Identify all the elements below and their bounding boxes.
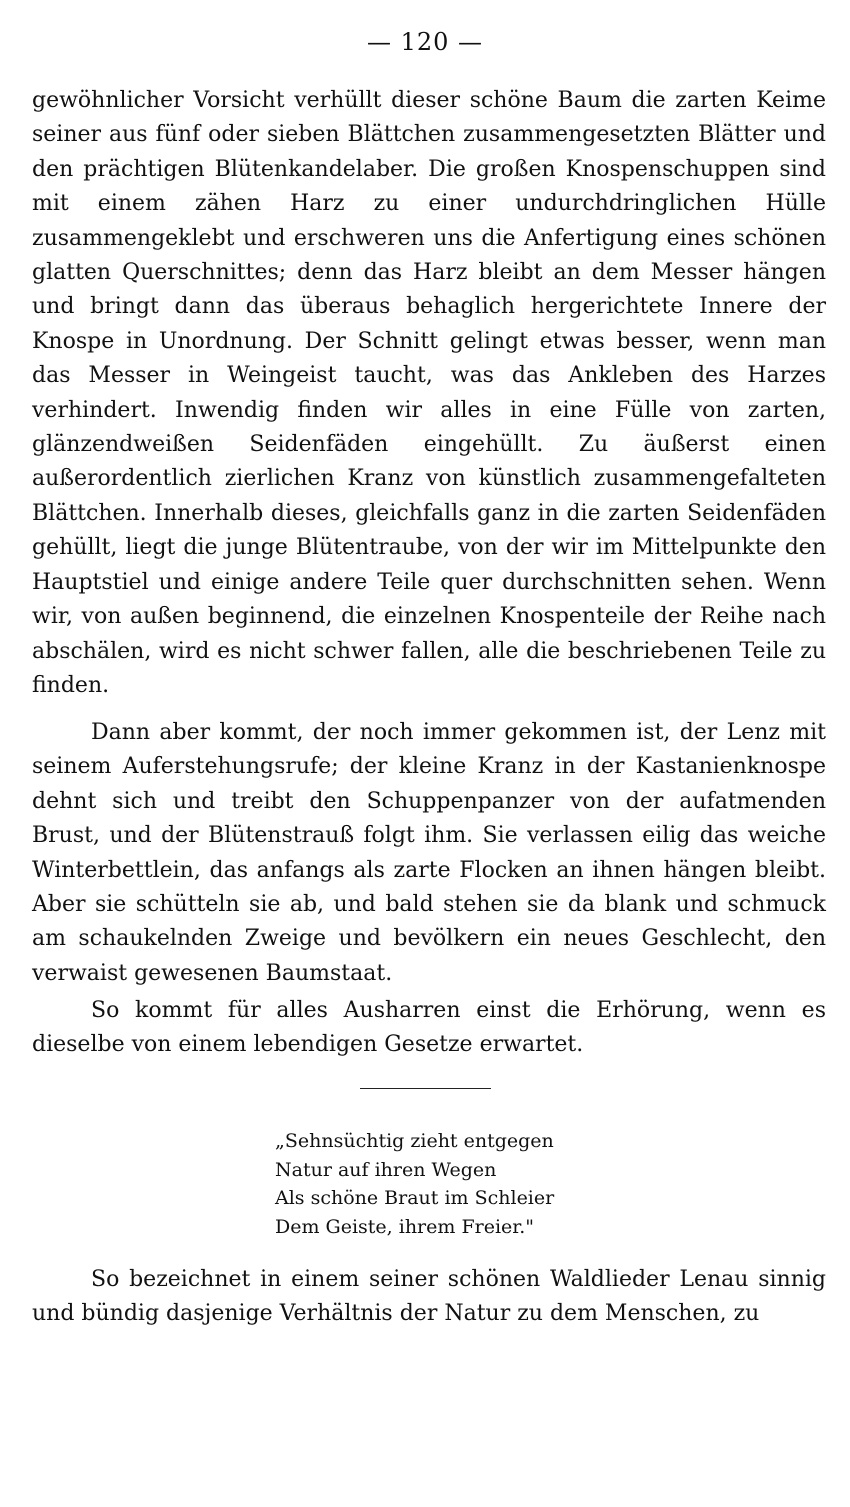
- paragraph-text: So kommt für alles Ausharren einst die Erhörung, wenn es dieselbe von einem lebendigen Gesetze erwartet.: [32, 998, 826, 1058]
- closing-paragraph: [32, 1263, 826, 1332]
- poem-quote: [275, 1127, 695, 1241]
- paragraph-text: Dann aber kommt, der noch immer gekommen ist, der Lenz mit seinem Auferstehungsrufe; der kleine Kranz in der Kastanienknospe dehnt sich und treibt den Schuppenpanzer von der aufatmenden Brust, und der Blütenstrauß folgt ihm. Sie verlassen eilig das weiche Winterbettlein, das anfangs als zarte Flocken an ihnen hängen bleibt. Aber sie schütteln sie ab, und bald stehen sie da blank und schmuck am schaukelnden Zweige und bevölkern ein neues Geschlecht, den verwaist gewesenen Baumstaat.: [32, 720, 826, 986]
- paragraph-text: So bezeichnet in einem seiner schönen Waldlieder Lenau sinnig und bündig dasjenige Verhältnis der Natur zu dem Menschen, zu: [32, 1267, 826, 1327]
- paragraph-2: [32, 716, 826, 991]
- poem-line: Dem Geiste, ihrem Freier.": [275, 1215, 535, 1238]
- paragraph-3: [32, 994, 826, 1063]
- section-divider: [360, 1088, 491, 1089]
- paragraph-1: [32, 84, 826, 703]
- poem-line: Als schöne Braut im Schleier: [275, 1187, 555, 1209]
- paragraph-text: gewöhnlicher Vorsicht verhüllt dieser schöne Baum die zarten Keime seiner aus fünf oder sieben Blättchen zusammengesetzten Blätter und den prächtigen Blütenkandelaber. Die großen Knospenschuppen sind mit einem zähen Harz zu einer undurchdringlichen Hülle zusammengeklebt und erschweren uns die Anfertigung eines schönen glatten Querschnittes; denn das Harz bleibt an dem Messer hängen und bringt dann das überaus behaglich hergerichtete Innere der Knospe in Unordnung. Der Schnitt gelingt etwas besser, wenn man das Messer in Weingeist taucht, was das Ankleben des Harzes verhindert. Inwendig finden wir alles in eine Fülle von zarten, glänzendweißen Seidenfäden eingehüllt. Zu äußerst einen außerordentlich zierlichen Kranz von künstlich zusammengefalteten Blättchen. Innerhalb dieses, gleichfalls ganz in die zarten Seidenfäden gehüllt, liegt die junge Blütentraube, von der wir im Mittelpunkte den Hauptstiel und einige andere Teile quer durchschnitten sehen. Wenn wir, von außen beginnend, die einzelnen Knospenteile der Reihe nach abschälen, wird es nicht schwer fallen, alle die beschriebenen Teile zu finden.: [32, 88, 826, 698]
- page-number: — 120 —: [366, 28, 484, 56]
- poem-line: Natur auf ihren Wegen: [275, 1158, 497, 1181]
- poem-line: „Sehnsüchtig zieht entgegen: [275, 1130, 554, 1152]
